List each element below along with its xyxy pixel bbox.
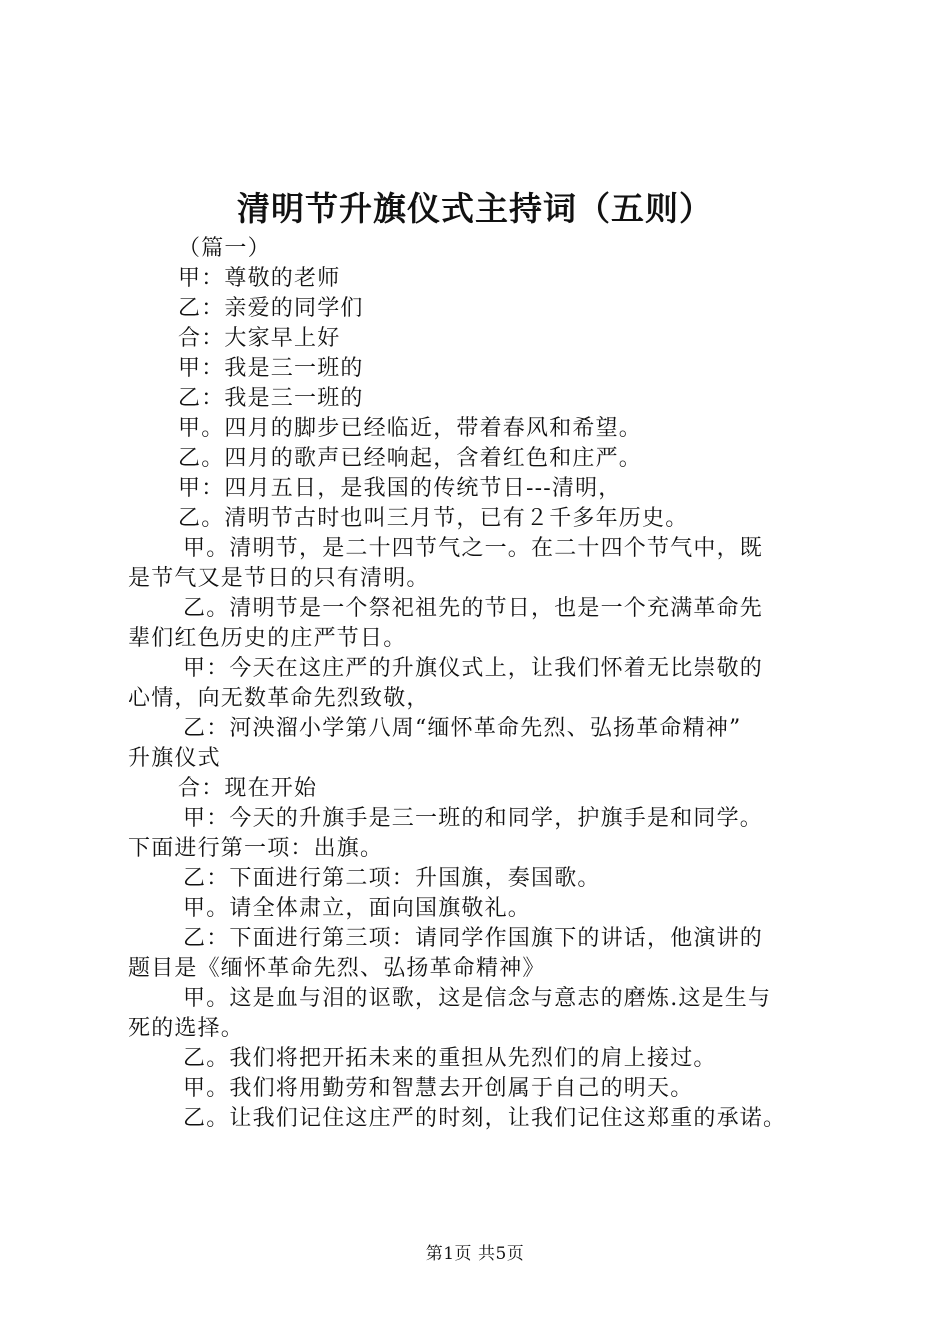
paragraph-line: 甲。这是血与泪的讴歌，这是信念与意志的磨炼.这是生与: [183, 986, 772, 1011]
paragraph-line: （篇一）: [178, 236, 271, 261]
paragraph-line: 辈们红色历史的庄严节日。: [128, 626, 407, 651]
paragraph-line: 乙：河泱溜小学第八周“缅怀革命先烈、弘扬革命精神”: [183, 716, 742, 741]
paragraph-line: 甲。四月的脚步已经临近，带着春风和希望。: [178, 416, 643, 441]
paragraph-line: 乙：下面进行第二项：升国旗，奏国歌。: [183, 866, 601, 891]
paragraph-line: 甲：今天在这庄严的升旗仪式上，让我们怀着无比崇敬的: [183, 656, 764, 681]
paragraph-line: 甲：我是三一班的: [178, 356, 364, 381]
paragraph-line: 是节气又是节日的只有清明。: [128, 566, 430, 591]
page-footer: 第1页 共5页: [425, 1244, 525, 1264]
paragraph-line: 升旗仪式: [128, 746, 221, 771]
paragraph-line: 死的选择。: [128, 1016, 245, 1041]
paragraph-line: 乙。让我们记住这庄严的时刻，让我们记住这郑重的承诺。: [183, 1106, 787, 1131]
paragraph-line: 甲。清明节，是二十四节气之一。在二十四个节气中，既: [183, 536, 764, 561]
paragraph-line: 乙。四月的歌声已经响起，含着红色和庄严。: [178, 446, 643, 471]
paragraph-line: 合：现在开始: [178, 776, 318, 801]
paragraph-line: 甲：四月五日，是我国的传统节日---清明，: [178, 476, 622, 501]
document-title: 清明节升旗仪式主持词（五则）: [237, 189, 713, 228]
paragraph-line: 合：大家早上好: [178, 326, 341, 351]
paragraph-line: 乙：下面进行第三项：请同学作国旗下的讲话，他演讲的: [183, 926, 764, 951]
paragraph-line: 甲。我们将用勤劳和智慧去开创属于自己的明天。: [183, 1076, 694, 1101]
paragraph-line: 乙。我们将把开拓未来的重担从先烈们的肩上接过。: [183, 1046, 717, 1071]
paragraph-line: 乙：我是三一班的: [178, 386, 364, 411]
paragraph-line: 题目是《缅怀革命先烈、弘扬革命精神》: [128, 956, 546, 981]
paragraph-line: 甲：尊敬的老师: [178, 266, 341, 291]
paragraph-line: 乙。清明节是一个祭祀祖先的节日，也是一个充满革命先: [183, 596, 764, 621]
paragraph-line: 甲。请全体肃立，面向国旗敬礼。: [183, 896, 532, 921]
paragraph-line: 心情，向无数革命先烈致敬，: [128, 686, 430, 711]
paragraph-line: 下面进行第一项：出旗。: [128, 836, 384, 861]
paragraph-line: 乙。清明节古时也叫三月节，已有２千多年历史。: [178, 506, 689, 531]
document-body: [128, 234, 838, 1134]
paragraph-line: 乙：亲爱的同学们: [178, 296, 364, 321]
paragraph-line: 甲：今天的升旗手是三一班的和同学，护旗手是和同学。: [183, 806, 764, 831]
